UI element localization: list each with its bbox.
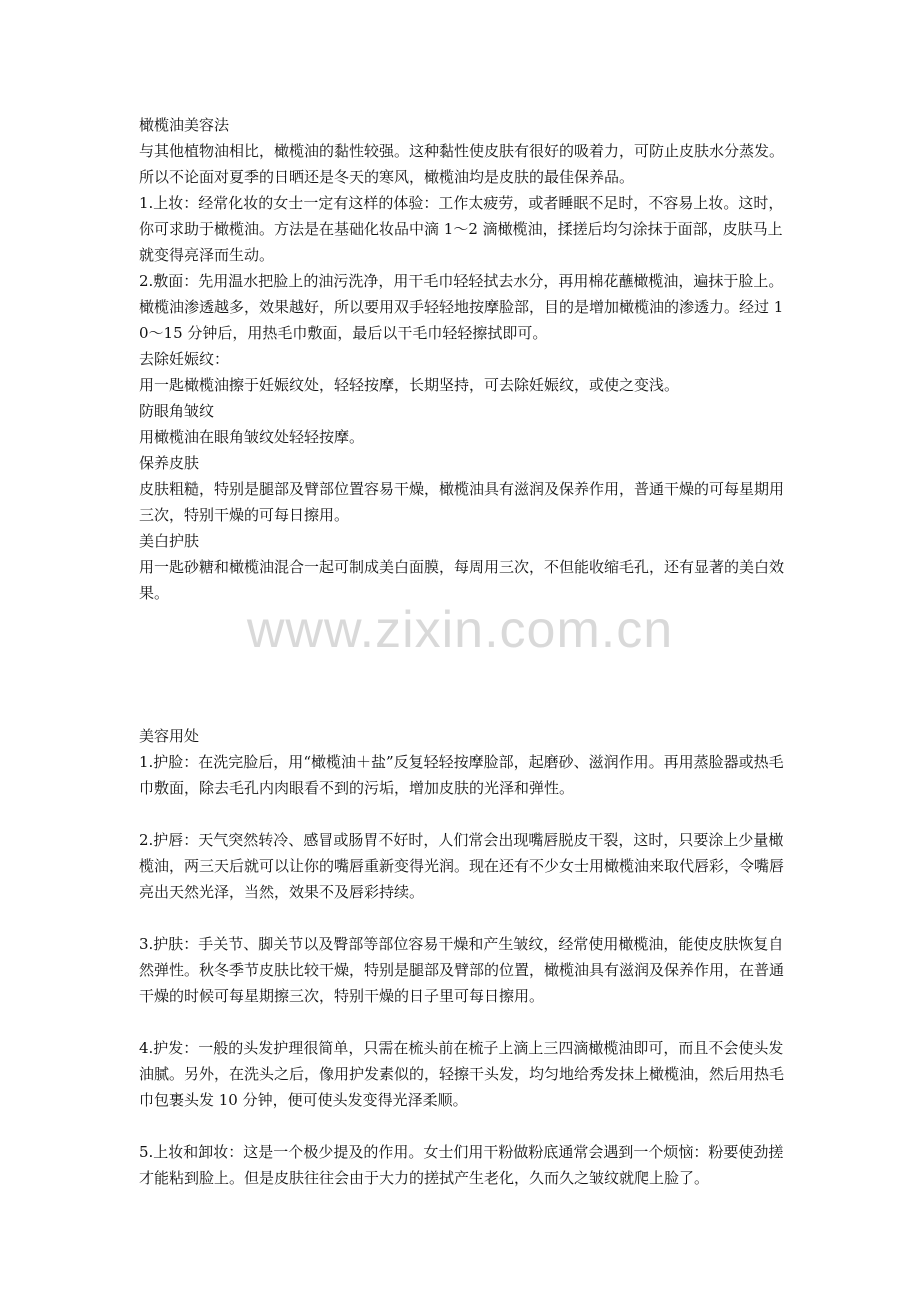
spacer bbox=[139, 905, 784, 931]
makeup-removal-paragraph: 5.上妆和卸妆：这是一个极少提及的作用。女士们用干粉做粉底通常会遇到一个烦恼：粉要使劲搓才能粘到脸上。但是皮肤往往会由于大力的搓拭产生老化，久而久之皱纹就爬上脸了。 bbox=[139, 1143, 784, 1187]
whitening-heading: 美白护肤 bbox=[139, 532, 200, 550]
watermark: www.zixin.com.cn bbox=[246, 601, 674, 659]
stretch-marks-heading: 去除妊娠纹： bbox=[139, 350, 230, 368]
section-title: 橄榄油美容法 bbox=[139, 116, 230, 134]
eye-wrinkles-paragraph: 用橄榄油在眼角皱纹处轻轻按摩。 bbox=[139, 428, 365, 446]
face-mask-paragraph: 2.敷面：先用温水把脸上的油污洗净，用干毛巾轻轻拭去水分，再用棉花蘸橄榄油，遍抹于脸上。橄榄油渗透越多，效果越好，所以要用双手轻轻地按摩脸部，目的是增加橄榄油的渗透力。经过 10～15 分钟后，用热毛巾敷面，最后以干毛巾轻轻擦拭即可。 bbox=[139, 272, 784, 342]
document-body bbox=[139, 112, 784, 1191]
skin-care-heading: 保养皮肤 bbox=[139, 454, 200, 472]
stretch-marks-paragraph: 用一匙橄榄油擦于妊娠纹处，轻轻按摩，长期坚持，可去除妊娠纹，或使之变浅。 bbox=[139, 376, 680, 394]
spacer bbox=[139, 606, 784, 723]
face-care-paragraph: 1.护脸：在洗完脸后，用“橄榄油＋盐”反复轻轻按摩脸部，起磨砂、滋润作用。再用蒸脸器或热毛巾敷面，除去毛孔内肉眼看不到的污垢，增加皮肤的光泽和弹性。 bbox=[139, 753, 784, 797]
spacer bbox=[139, 1113, 784, 1139]
makeup-paragraph: 1.上妆：经常化妆的女士一定有这样的体验：工作太疲劳，或者睡眠不足时，不容易上妆。这时，你可求助于橄榄油。方法是在基础化妆品中滴 1～2 滴橄榄油，揉搓后均匀涂抹于面部，皮肤马上就变得亮泽而生动。 bbox=[139, 194, 784, 264]
hair-care-paragraph: 4.护发：一般的头发护理很简单，只需在梳头前在梳子上滴上三四滴橄榄油即可，而且不会使头发油腻。另外，在洗头之后，像用护发素似的，轻擦干头发，均匀地给秀发抹上橄榄油，然后用热毛巾包裹头发 10 分钟，便可使头发变得光泽柔顺。 bbox=[139, 1039, 785, 1109]
section-title: 美容用处 bbox=[139, 727, 200, 745]
intro-paragraph: 与其他植物油相比，橄榄油的黏性较强。这种黏性使皮肤有很好的吸着力，可防止皮肤水分蒸发。所以不论面对夏季的日晒还是冬天的寒风，橄榄油均是皮肤的最佳保养品。 bbox=[139, 142, 785, 186]
whitening-paragraph: 用一匙砂糖和橄榄油混合一起可制成美白面膜，每周用三次，不但能收缩毛孔，还有显著的美白效果。 bbox=[139, 558, 785, 602]
lip-care-paragraph: 2.护唇：天气突然转冷、感冒或肠胃不好时，人们常会出现嘴唇脱皮干裂，这时，只要涂上少量橄榄油，两三天后就可以让你的嘴唇重新变得光润。现在还有不少女士用橄榄油来取代唇彩，令嘴唇亮出天然光泽，当然，效果不及唇彩持续。 bbox=[139, 831, 785, 901]
skin-care-paragraph: 皮肤粗糙，特别是腿部及臂部位置容易干燥，橄榄油具有滋润及保养作用，普通干燥的可每星期用三次，特别干燥的可每日擦用。 bbox=[139, 480, 785, 524]
spacer bbox=[139, 801, 784, 827]
skin-protect-paragraph: 3.护肤：手关节、脚关节以及臀部等部位容易干燥和产生皱纹，经常使用橄榄油，能使皮肤恢复自然弹性。秋冬季节皮肤比较干燥，特别是腿部及臂部的位置，橄榄油具有滋润及保养作用，在普通干燥的时候可每星期擦三次，特别干燥的日子里可每日擦用。 bbox=[139, 935, 785, 1005]
spacer bbox=[139, 1009, 784, 1035]
eye-wrinkles-heading: 防眼角皱纹 bbox=[139, 402, 215, 420]
